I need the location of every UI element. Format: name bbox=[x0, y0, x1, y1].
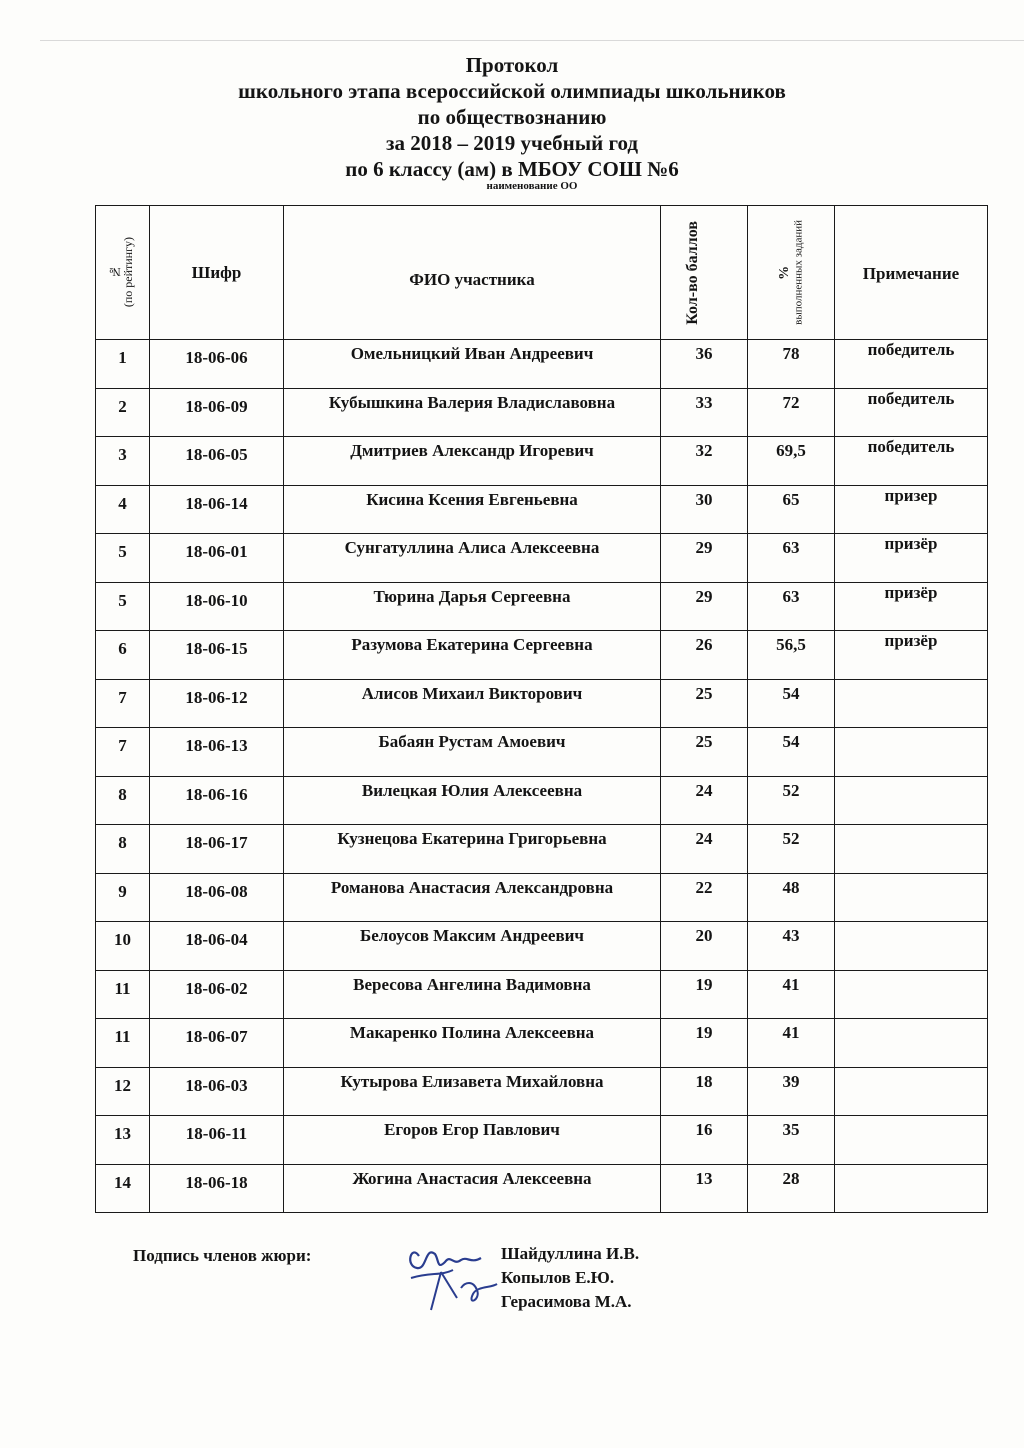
cell-note bbox=[835, 1116, 988, 1165]
cell-note: победитель bbox=[835, 388, 988, 437]
cell-note bbox=[835, 970, 988, 1019]
header-line-3: за 2018 – 2019 учебный год bbox=[386, 131, 638, 155]
table-row bbox=[96, 776, 988, 825]
header-percent bbox=[748, 206, 835, 340]
header-percent-text bbox=[777, 220, 804, 325]
cell-name: Вересова Ангелина Вадимовна bbox=[284, 970, 661, 1019]
cell-note bbox=[835, 1164, 988, 1213]
table-row bbox=[96, 1019, 988, 1068]
table-row bbox=[96, 825, 988, 874]
cell-score: 19 bbox=[661, 970, 748, 1019]
cell-code: 18-06-02 bbox=[150, 970, 284, 1019]
signature-label: Подпись членов жюри: bbox=[133, 1246, 312, 1265]
jury-member-3: Герасимова М.А. bbox=[501, 1292, 632, 1311]
document-title: Протокол bbox=[465, 53, 559, 77]
cell-num: 7 bbox=[96, 728, 150, 777]
cell-note: призер bbox=[835, 485, 988, 534]
cell-code: 18-06-05 bbox=[150, 437, 284, 486]
header-score-text: Кол-во баллов bbox=[684, 220, 701, 325]
cell-num: 14 bbox=[96, 1164, 150, 1213]
cell-percent: 41 bbox=[748, 1019, 835, 1068]
cell-name: Романова Анастасия Александровна bbox=[284, 873, 661, 922]
cell-note bbox=[835, 776, 988, 825]
cell-name: Жогина Анастасия Алексеевна bbox=[284, 1164, 661, 1213]
cell-percent: 39 bbox=[748, 1067, 835, 1116]
cell-score: 33 bbox=[661, 388, 748, 437]
header-line-1: школьного этапа всероссийской олимпиады школьников bbox=[238, 79, 786, 103]
header-line-4: по 6 классу (ам) в МБОУ СОШ №6 bbox=[345, 157, 679, 181]
table-row bbox=[96, 534, 988, 583]
cell-code: 18-06-10 bbox=[150, 582, 284, 631]
cell-percent: 28 bbox=[748, 1164, 835, 1213]
cell-name: Белоусов Максим Андреевич bbox=[284, 922, 661, 971]
cell-note: призёр bbox=[835, 582, 988, 631]
header-note: Примечание bbox=[835, 206, 988, 340]
cell-name: Дмитриев Александр Игоревич bbox=[284, 437, 661, 486]
results-table bbox=[95, 205, 988, 1213]
header-name: ФИО участника bbox=[284, 206, 661, 340]
header-code: Шифр bbox=[150, 206, 284, 340]
cell-note bbox=[835, 728, 988, 777]
cell-name: Макаренко Полина Алексеевна bbox=[284, 1019, 661, 1068]
cell-code: 18-06-11 bbox=[150, 1116, 284, 1165]
cell-percent: 63 bbox=[748, 534, 835, 583]
signature-names bbox=[501, 1242, 639, 1314]
cell-num: 7 bbox=[96, 679, 150, 728]
header-num bbox=[96, 206, 150, 340]
cell-code: 18-06-12 bbox=[150, 679, 284, 728]
cell-num: 4 bbox=[96, 485, 150, 534]
jury-member-1: Шайдуллина И.В. bbox=[501, 1244, 640, 1263]
cell-name: Кубышкина Валерия Владиславовна bbox=[284, 388, 661, 437]
cell-name: Разумова Екатерина Сергеевна bbox=[284, 631, 661, 680]
cell-num: 8 bbox=[96, 825, 150, 874]
table-row bbox=[96, 1067, 988, 1116]
cell-score: 20 bbox=[661, 922, 748, 971]
cell-note bbox=[835, 679, 988, 728]
cell-code: 18-06-06 bbox=[150, 340, 284, 389]
cell-note bbox=[835, 922, 988, 971]
cell-num: 6 bbox=[96, 631, 150, 680]
table-row bbox=[96, 1116, 988, 1165]
header-score bbox=[661, 206, 748, 340]
cell-percent: 52 bbox=[748, 825, 835, 874]
cell-score: 29 bbox=[661, 534, 748, 583]
cell-percent: 63 bbox=[748, 582, 835, 631]
cell-name: Кисина Ксения Евгеньевна bbox=[284, 485, 661, 534]
table-header-row bbox=[96, 206, 988, 340]
table-row bbox=[96, 340, 988, 389]
header-percent-symbol: % bbox=[777, 265, 793, 280]
table-row bbox=[96, 437, 988, 486]
cell-note: победитель bbox=[835, 437, 988, 486]
table-row bbox=[96, 970, 988, 1019]
cell-percent: 69,5 bbox=[748, 437, 835, 486]
header-num-symbol: № bbox=[108, 265, 123, 280]
cell-score: 18 bbox=[661, 1067, 748, 1116]
cell-code: 18-06-13 bbox=[150, 728, 284, 777]
cell-name: Кутырова Елизавета Михайловна bbox=[284, 1067, 661, 1116]
cell-percent: 43 bbox=[748, 922, 835, 971]
document-header bbox=[0, 52, 1024, 192]
cell-name: Егоров Егор Павлович bbox=[284, 1116, 661, 1165]
cell-code: 18-06-17 bbox=[150, 825, 284, 874]
cell-num: 5 bbox=[96, 582, 150, 631]
header-subcaption: наименование ОО bbox=[486, 180, 578, 192]
cell-percent: 72 bbox=[748, 388, 835, 437]
cell-percent: 48 bbox=[748, 873, 835, 922]
table-row bbox=[96, 1164, 988, 1213]
cell-percent: 78 bbox=[748, 340, 835, 389]
cell-score: 24 bbox=[661, 825, 748, 874]
cell-name: Алисов Михаил Викторович bbox=[284, 679, 661, 728]
cell-num: 8 bbox=[96, 776, 150, 825]
cell-num: 9 bbox=[96, 873, 150, 922]
cell-code: 18-06-03 bbox=[150, 1067, 284, 1116]
cell-code: 18-06-14 bbox=[150, 485, 284, 534]
cell-percent: 56,5 bbox=[748, 631, 835, 680]
cell-name: Вилецкая Юлия Алексеевна bbox=[284, 776, 661, 825]
cell-code: 18-06-09 bbox=[150, 388, 284, 437]
table-row bbox=[96, 582, 988, 631]
cell-score: 24 bbox=[661, 776, 748, 825]
cell-note: призёр bbox=[835, 534, 988, 583]
page-edge-line bbox=[40, 40, 1024, 41]
cell-percent: 52 bbox=[748, 776, 835, 825]
cell-num: 10 bbox=[96, 922, 150, 971]
cell-score: 32 bbox=[661, 437, 748, 486]
cell-percent: 54 bbox=[748, 679, 835, 728]
table-row bbox=[96, 679, 988, 728]
cell-name: Бабаян Рустам Амоевич bbox=[284, 728, 661, 777]
cell-code: 18-06-01 bbox=[150, 534, 284, 583]
header-percent-sub: выполненных заданий bbox=[792, 220, 805, 325]
cell-note bbox=[835, 825, 988, 874]
cell-num: 3 bbox=[96, 437, 150, 486]
cell-name: Кузнецова Екатерина Григорьевна bbox=[284, 825, 661, 874]
cell-num: 2 bbox=[96, 388, 150, 437]
cell-name: Омельницкий Иван Андреевич bbox=[284, 340, 661, 389]
cell-code: 18-06-08 bbox=[150, 873, 284, 922]
cell-note: победитель bbox=[835, 340, 988, 389]
cell-score: 22 bbox=[661, 873, 748, 922]
cell-percent: 54 bbox=[748, 728, 835, 777]
header-num-sub: (по рейтингу) bbox=[121, 237, 136, 308]
cell-code: 18-06-18 bbox=[150, 1164, 284, 1213]
cell-score: 16 bbox=[661, 1116, 748, 1165]
table-row bbox=[96, 388, 988, 437]
handwritten-signature bbox=[401, 1236, 511, 1316]
cell-num: 11 bbox=[96, 1019, 150, 1068]
cell-code: 18-06-07 bbox=[150, 1019, 284, 1068]
cell-num: 1 bbox=[96, 340, 150, 389]
cell-note: призёр bbox=[835, 631, 988, 680]
cell-name: Тюрина Дарья Сергеевна bbox=[284, 582, 661, 631]
header-num-text bbox=[109, 237, 135, 307]
cell-score: 19 bbox=[661, 1019, 748, 1068]
cell-num: 12 bbox=[96, 1067, 150, 1116]
header-line-2: по обществознанию bbox=[417, 105, 607, 129]
cell-percent: 65 bbox=[748, 485, 835, 534]
cell-note bbox=[835, 873, 988, 922]
cell-percent: 35 bbox=[748, 1116, 835, 1165]
table-row bbox=[96, 922, 988, 971]
cell-name: Сунгатуллина Алиса Алексеевна bbox=[284, 534, 661, 583]
cell-num: 11 bbox=[96, 970, 150, 1019]
cell-score: 25 bbox=[661, 679, 748, 728]
cell-score: 29 bbox=[661, 582, 748, 631]
table-row bbox=[96, 873, 988, 922]
cell-num: 5 bbox=[96, 534, 150, 583]
cell-score: 30 bbox=[661, 485, 748, 534]
cell-score: 25 bbox=[661, 728, 748, 777]
cell-score: 36 bbox=[661, 340, 748, 389]
cell-code: 18-06-15 bbox=[150, 631, 284, 680]
table-row bbox=[96, 631, 988, 680]
cell-score: 26 bbox=[661, 631, 748, 680]
table-row bbox=[96, 485, 988, 534]
cell-percent: 41 bbox=[748, 970, 835, 1019]
table-row bbox=[96, 728, 988, 777]
jury-member-2: Копылов Е.Ю. bbox=[501, 1268, 615, 1287]
cell-note bbox=[835, 1067, 988, 1116]
cell-code: 18-06-16 bbox=[150, 776, 284, 825]
cell-num: 13 bbox=[96, 1116, 150, 1165]
cell-note bbox=[835, 1019, 988, 1068]
cell-score: 13 bbox=[661, 1164, 748, 1213]
cell-code: 18-06-04 bbox=[150, 922, 284, 971]
